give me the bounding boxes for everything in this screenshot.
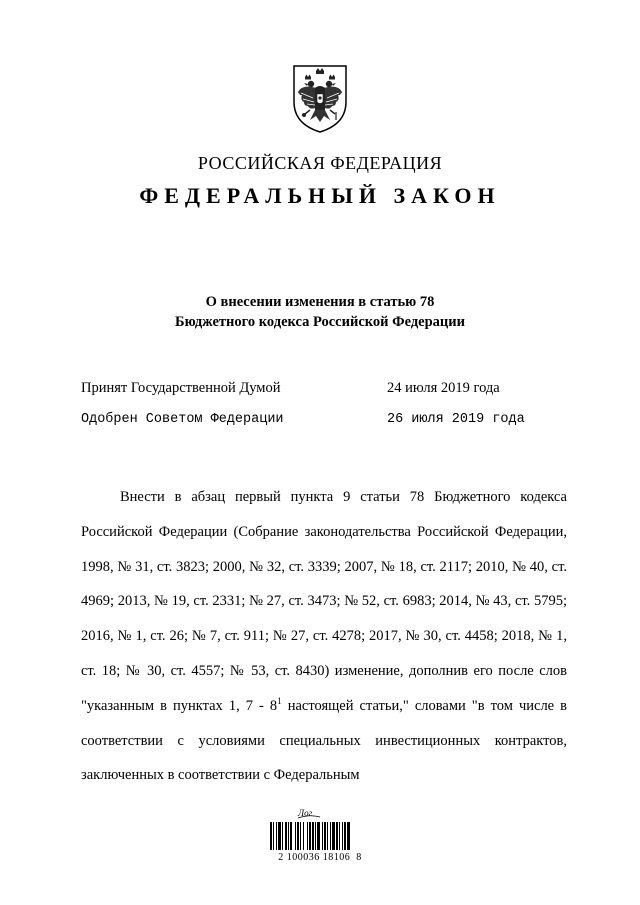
adoption-label: Одобрен Советом Федерации bbox=[81, 412, 284, 427]
adoption-date: 24 июля 2019 года bbox=[387, 380, 500, 396]
law-title-line-1: О внесении изменения в статью 78 bbox=[205, 294, 435, 310]
coat-of-arms-emblem bbox=[288, 62, 352, 134]
body-text-part-1: Внести в абзац первый пункта 9 статьи 78 Бюджетного кодекса Российской Федерации (Собрание законодательства Российской Федерации, 1998, № 31, ст. 3823; 2000, № 32, ст. 3339; 2007, № 18, ст. 2117; 2010, № 40, ст. 4969; 2013, № 19, ст. 2331; № 27, ст. 3473; № 52, ст. 6983; 2014, № 43, ст. 5795; 2016, № 1, ст. 26; № 7, ст. 911; № 27, ст. 4278; 2017, № 30, ст. 4458; 2018, № 1, ст. 18; № 30, ст. 4557; № 53, ст. 8430) изменение, дополнив его после слов "указанным в пунктах 1, 7 - 8 bbox=[81, 489, 567, 714]
adoption-label: Принят Государственной Думой bbox=[81, 380, 281, 396]
document-barcode bbox=[262, 808, 378, 870]
country-name: РОССИЙСКАЯ ФЕДЕРАЦИЯ bbox=[197, 153, 443, 173]
law-body bbox=[81, 480, 567, 793]
adoption-date: 26 июля 2019 года bbox=[387, 412, 525, 427]
body-paragraph bbox=[81, 480, 567, 793]
law-title bbox=[0, 292, 640, 332]
handwritten-mark: Лог bbox=[298, 808, 313, 818]
double-headed-eagle-icon bbox=[288, 62, 352, 134]
superscript-number: 1 bbox=[277, 695, 282, 706]
adoption-row-federation-council bbox=[81, 412, 561, 427]
law-title-line-2: Бюджетного кодекса Российской Федерации bbox=[174, 314, 465, 330]
document-type: ФЕДЕРАЛЬНЫЙ ЗАКОН bbox=[139, 183, 501, 208]
body-text-part-2: настоящей статьи," словами "в том числе в соответствии с условиями специальных инвестиционных контрактов, заключенных в соответствии с Федеральным bbox=[81, 697, 568, 784]
adoption-row-duma bbox=[81, 380, 561, 397]
barcode-number: 2 100036 18106 8 bbox=[278, 852, 362, 863]
